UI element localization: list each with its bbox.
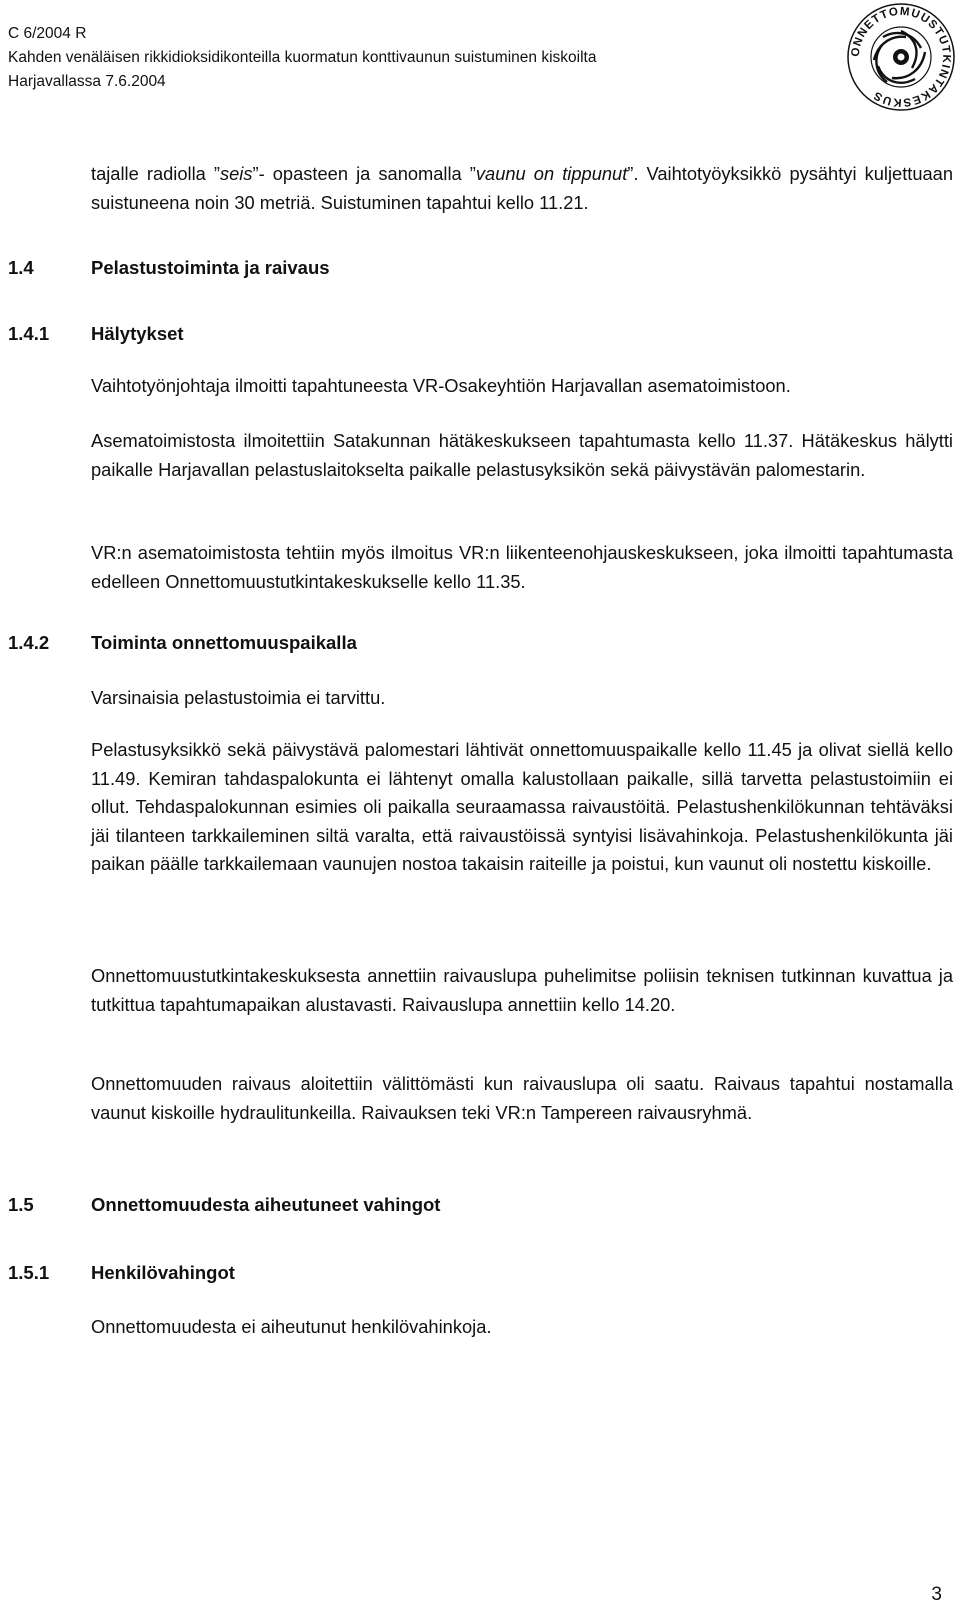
section-title: Pelastustoiminta ja raivaus: [91, 257, 330, 278]
quoted-signal: seis: [219, 163, 253, 184]
report-id: C 6/2004 R: [8, 25, 87, 42]
section-title: Henkilövahingot: [91, 1262, 235, 1283]
section-title: Onnettomuudesta aiheutuneet vahingot: [91, 1194, 441, 1215]
paragraph: Onnettomuuden raivaus aloitettiin välittömästi kun raivauslupa oli saatu. Raivaus tapahtui nostamalla vaunut kiskoille hydraulitunkeilla. Raivauksen teki VR:n Tampereen raivausryhmä.: [91, 1073, 953, 1123]
quoted-message: vaunu on tippunut: [475, 163, 628, 184]
paragraph: Onnettomuustutkintakeskuksesta annettiin raivauslupa puhelimitse poliisin teknisen tutkinnan kuvattua ja tutkittua tapahtumapaikan alustavasti. Raivauslupa annettiin kello 14.20.: [91, 965, 953, 1015]
section-heading-1-4: [8, 257, 330, 279]
section-heading-1-4-1: [8, 323, 184, 345]
section-title: Toiminta onnettomuuspaikalla: [91, 632, 357, 653]
section-number: 1.4.1: [8, 323, 50, 344]
section-heading-1-5-1: [8, 1262, 235, 1284]
section-number: 1.4.2: [8, 632, 50, 653]
section-number: 1.5.1: [8, 1262, 50, 1283]
section-heading-1-4-2: [8, 632, 357, 654]
paragraph: Onnettomuudesta ei aiheutunut henkilövahinkoja.: [91, 1316, 492, 1337]
intro-paragraph: tajalle radiolla ”seis”- opasteen ja sanomalla ”vaunu on tippunut”. Vaihtotyöyksikkö pysähtyi kuljettuaan suistuneena noin 30 metriä. Suistuminen tapahtui kello 11.21.: [91, 163, 954, 213]
paragraph: Asematoimistosta ilmoitettiin Satakunnan hätäkeskukseen tapahtumasta kello 11.37. Hätäkeskus hälytti paikalle Harjavallan pelastuslaitokselta paikalle pelastusyksikön sekä päivystävän palomestarin.: [91, 430, 953, 480]
paragraph: Vaihtotyönjohtaja ilmoitti tapahtuneesta VR-Osakeyhtiön Harjavallan asematoimistoon.: [91, 375, 791, 396]
page-number: 3: [931, 1584, 942, 1605]
section-heading-1-5: [8, 1194, 440, 1216]
logo-text: ONNETTOMUUSTUTKINTAKESKUS: [849, 5, 953, 109]
section-number: 1.5: [8, 1194, 34, 1215]
paragraph: Varsinaisia pelastustoimia ei tarvittu.: [91, 687, 386, 708]
section-number: 1.4: [8, 257, 34, 278]
page-header: [8, 22, 596, 94]
paragraph: VR:n asematoimistosta tehtiin myös ilmoitus VR:n liikenteenohjauskeskukseen, joka ilmoitti tapahtumasta edelleen Onnettomuustutkintakeskukselle kello 11.35.: [91, 542, 953, 592]
report-title: Kahden venäläisen rikkidioksidikonteilla kuormatun konttivaunun suistuminen kiskoilta: [8, 49, 597, 66]
report-location-date: Harjavallassa 7.6.2004: [8, 73, 166, 90]
section-title: Hälytykset: [91, 323, 184, 344]
paragraph: Pelastusyksikkö sekä päivystävä palomestari lähtivät onnettomuuspaikalle kello 11.45 ja olivat siellä kello 11.49. Kemiran tahdaspalokunta ei lähtenyt omalla kalustollaan paikalle, sillä tarvetta pelastustoimiin ei ollut. Tehdaspalokunnan esimies oli paikalla seuraamassa raivaustöitä. Pelastushenkilökunnan tehtäväksi jäi tilanteen tarkkaileminen siltä varalta, että raivaustöissä syntyisi lisävahinkoja. Pelastushenkilökunta jäi paikan päälle tarkkailemaan vaunujen nostoa takaisin raiteille ja poistui, kun vaunut oli nostettu kiskoille.: [91, 739, 953, 874]
onnettomuustutkintakeskus-emblem-icon: [846, 2, 956, 112]
